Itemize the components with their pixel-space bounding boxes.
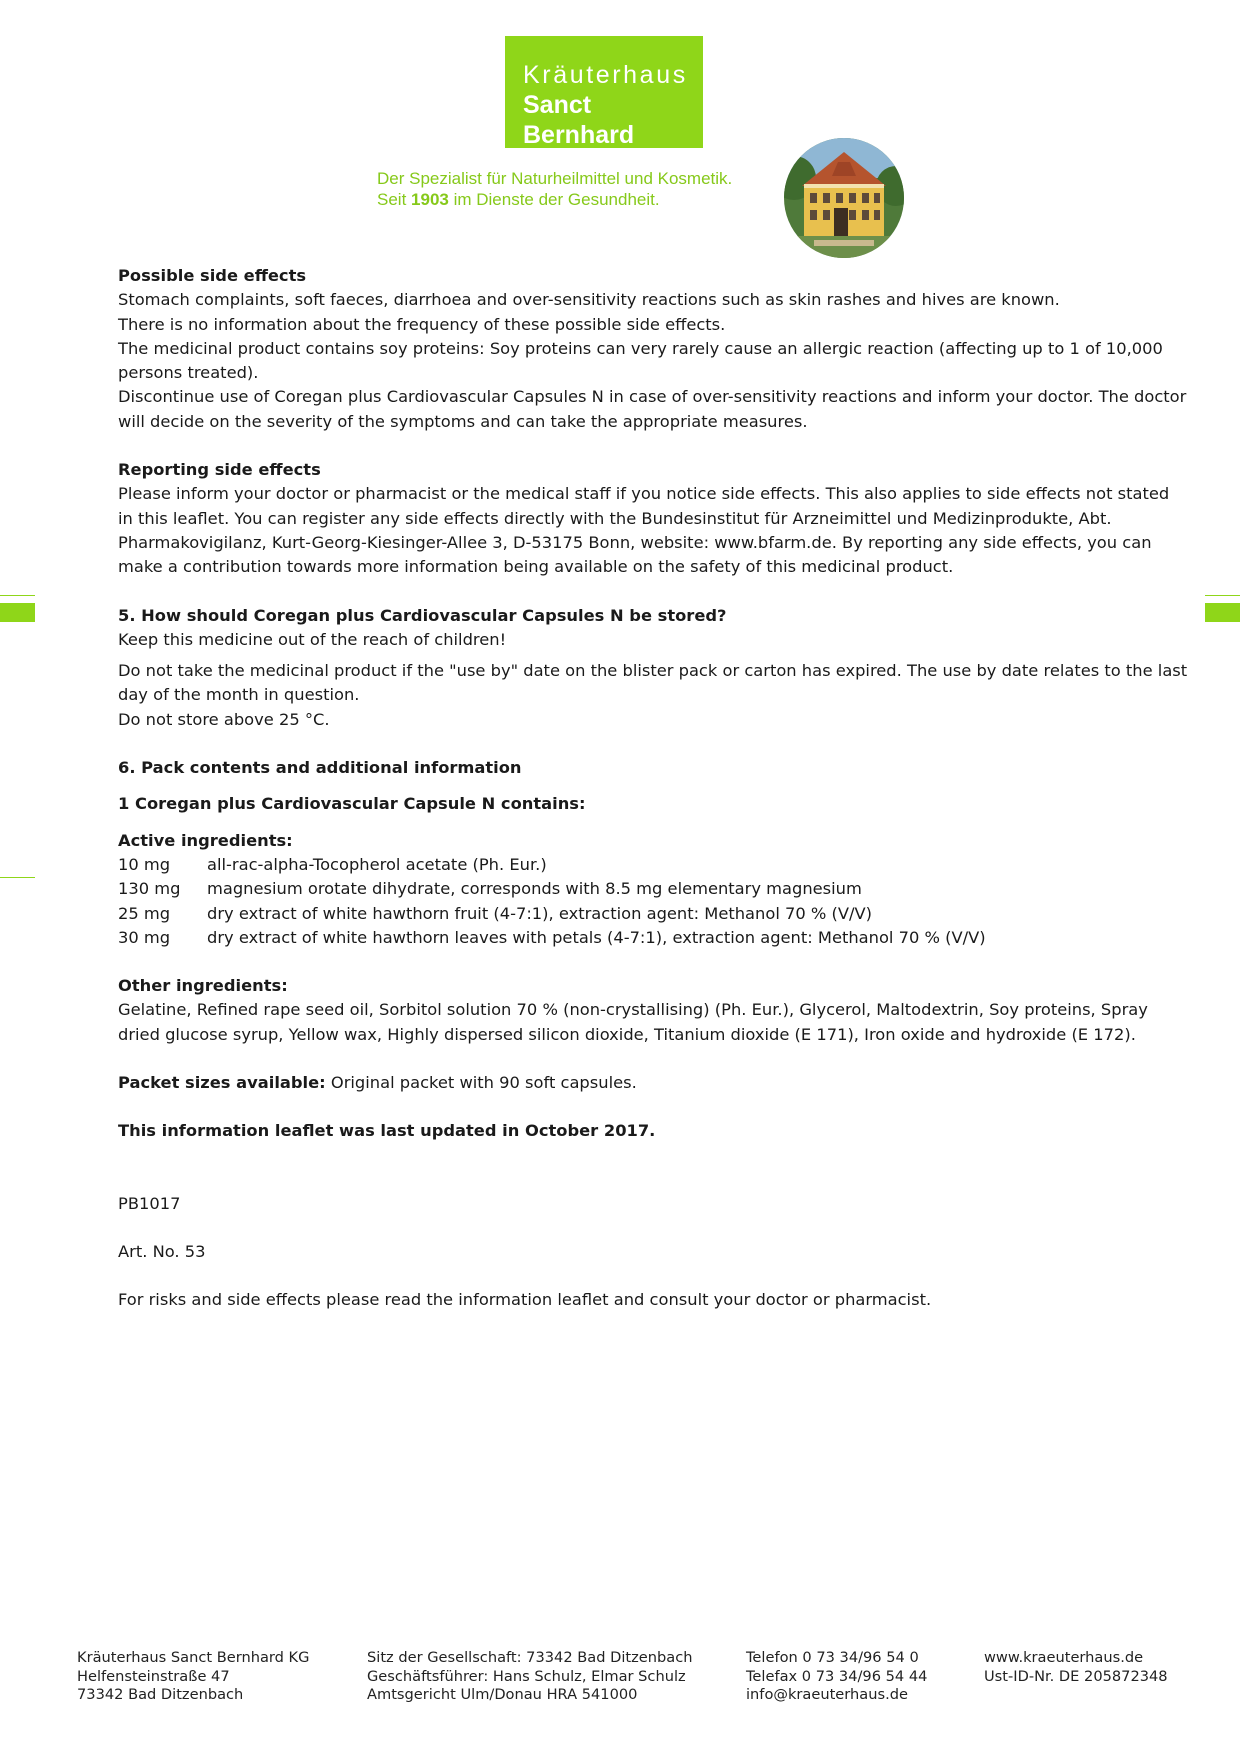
edge-tab-right bbox=[1205, 603, 1240, 622]
ingredient-row bbox=[118, 877, 1188, 901]
edge-rule-left-upper bbox=[0, 595, 35, 596]
paragraph: Keep this medicine out of the reach of children! bbox=[118, 629, 507, 649]
paragraph: Do not store above 25 °C. bbox=[118, 709, 330, 729]
footer-phone: Telefon 0 73 34/96 54 0 bbox=[746, 1649, 919, 1666]
ingredient-row bbox=[118, 926, 1188, 950]
footer-line: Geschäftsführer: Hans Schulz, Elmar Schulz bbox=[367, 1667, 686, 1685]
building-photo bbox=[784, 138, 904, 258]
tagline-line-2 bbox=[377, 189, 732, 210]
section-heading: Reporting side effects bbox=[118, 460, 321, 480]
paragraph: Do not take the medicinal product if the "use by" date on the blister pack or carton has expired. The use by date relates to the last day of the month in question. bbox=[118, 661, 1188, 705]
footer-web bbox=[984, 1649, 1168, 1686]
tagline-line-1: Der Spezialist für Naturheilmittel und Kosmetik. bbox=[377, 169, 733, 188]
footer-legal bbox=[367, 1649, 692, 1705]
footer-email: info@kraeuterhaus.de bbox=[746, 1686, 908, 1703]
packet-sizes-text: Original packet with 90 soft capsules. bbox=[325, 1073, 637, 1093]
packet-sizes-label: Packet sizes available: bbox=[118, 1073, 326, 1093]
ingredient-amount: 30 mg bbox=[118, 927, 171, 947]
section-heading: Possible side effects bbox=[118, 266, 307, 285]
tagline-suffix: im Dienste der Gesundheit. bbox=[448, 190, 660, 209]
edge-rule-right-upper bbox=[1205, 595, 1240, 596]
ingredient-description: dry extract of white hawthorn fruit (4-7:1), extraction agent: Methanol 70 % (V/V) bbox=[207, 903, 873, 923]
paragraph: Please inform your doctor or pharmacist or the medical staff if you notice side effects. This also applies to side effects not stated in this leaflet. You can register any side effects directly with the Bundesinstitut für Arzneimittel und Medizinprodukte, Abt. Pharmakovigilanz, Kurt-Georg-Kiesinger-Allee 3, D-53175 Bonn, website: www.bfarm.de. By reporting any side effects, you can make a contribution towards more information being available on the safety of this medicinal product. bbox=[118, 484, 1170, 577]
logo-line-1: Kräuterhaus bbox=[523, 61, 688, 89]
product-code: PB1017 bbox=[118, 1193, 181, 1213]
article-number: Art. No. 53 bbox=[118, 1241, 206, 1261]
ingredient-amount: 25 mg bbox=[118, 903, 171, 923]
footer-vat-id: Ust-ID-Nr. DE 205872348 bbox=[984, 1667, 1168, 1685]
ingredient-row bbox=[118, 902, 1188, 926]
edge-tab-left bbox=[0, 603, 35, 622]
subheading: Other ingredients: bbox=[118, 976, 288, 996]
logo-line-2: Sanct Bernhard bbox=[523, 91, 635, 149]
footer-contact bbox=[746, 1649, 927, 1705]
footer-line: Helfensteinstraße 47 bbox=[77, 1667, 230, 1685]
subheading: 1 Coregan plus Cardiovascular Capsule N contains: bbox=[118, 794, 586, 814]
tagline-prefix: Seit bbox=[377, 190, 412, 209]
ingredient-description: magnesium orotate dihydrate, corresponds with 8.5 mg elementary magnesium bbox=[207, 879, 862, 899]
ingredient-description: dry extract of white hawthorn leaves with petals (4-7:1), extraction agent: Methanol 70 % (V/V) bbox=[207, 927, 986, 947]
paragraph: Stomach complaints, soft faeces, diarrhoea and over-sensitivity reactions such as skin rashes and hives are known. bbox=[118, 290, 1060, 310]
footer-company bbox=[77, 1649, 309, 1705]
section-heading: 5. How should Coregan plus Cardiovascular Capsules N be stored? bbox=[118, 605, 727, 625]
edge-rule-left-lower bbox=[0, 877, 35, 878]
tagline bbox=[377, 168, 732, 210]
footer-line: Kräuterhaus Sanct Bernhard KG bbox=[77, 1649, 310, 1666]
section-heading: 6. Pack contents and additional information bbox=[118, 758, 522, 778]
footer-fax: Telefax 0 73 34/96 54 44 bbox=[746, 1667, 928, 1685]
paragraph: The medicinal product contains soy proteins: Soy proteins can very rarely cause an allergic reaction (affecting up to 1 of 10,000 persons treated). bbox=[118, 338, 1163, 383]
footer-line: 73342 Bad Ditzenbach bbox=[77, 1686, 244, 1703]
footer-website: www.kraeuterhaus.de bbox=[984, 1649, 1144, 1666]
subheading: Active ingredients: bbox=[118, 830, 293, 850]
paragraph: Discontinue use of Coregan plus Cardiovascular Capsules N in case of over-sensitivity reactions and inform your doctor. The doctor will decide on the severity of the symptoms and can take the appropriate measures. bbox=[118, 387, 1187, 431]
footer-line: Amtsgericht Ulm/Donau HRA 541000 bbox=[367, 1686, 638, 1703]
paragraph: There is no information about the frequency of these possible side effects. bbox=[118, 314, 726, 334]
tagline-year: 1903 bbox=[411, 190, 449, 209]
paragraph bbox=[118, 1071, 1188, 1095]
paragraph: Gelatine, Refined rape seed oil, Sorbitol solution 70 % (non-crystallising) (Ph. Eur.), Glycerol, Maltodextrin, Soy proteins, Spray dried glucose syrup, Yellow wax, Highly dispersed silicon dioxide, Titanium dioxide (E 171), Iron oxide and hydroxide (E 172). bbox=[118, 1000, 1148, 1044]
ingredient-amount: 130 mg bbox=[118, 879, 181, 899]
risk-note: For risks and side effects please read the information leaflet and consult your doctor or pharmacist. bbox=[118, 1290, 932, 1310]
footer-line: Sitz der Gesellschaft: 73342 Bad Ditzenbach bbox=[367, 1649, 693, 1666]
brand-logo bbox=[505, 36, 703, 148]
leaflet-body bbox=[118, 264, 1188, 1313]
ingredient-description: all-rac-alpha-Tocopherol acetate (Ph. Eur.) bbox=[207, 854, 547, 874]
ingredient-row bbox=[118, 853, 1188, 877]
ingredient-amount: 10 mg bbox=[118, 854, 171, 874]
last-updated: This information leaflet was last updated in October 2017. bbox=[118, 1121, 656, 1141]
